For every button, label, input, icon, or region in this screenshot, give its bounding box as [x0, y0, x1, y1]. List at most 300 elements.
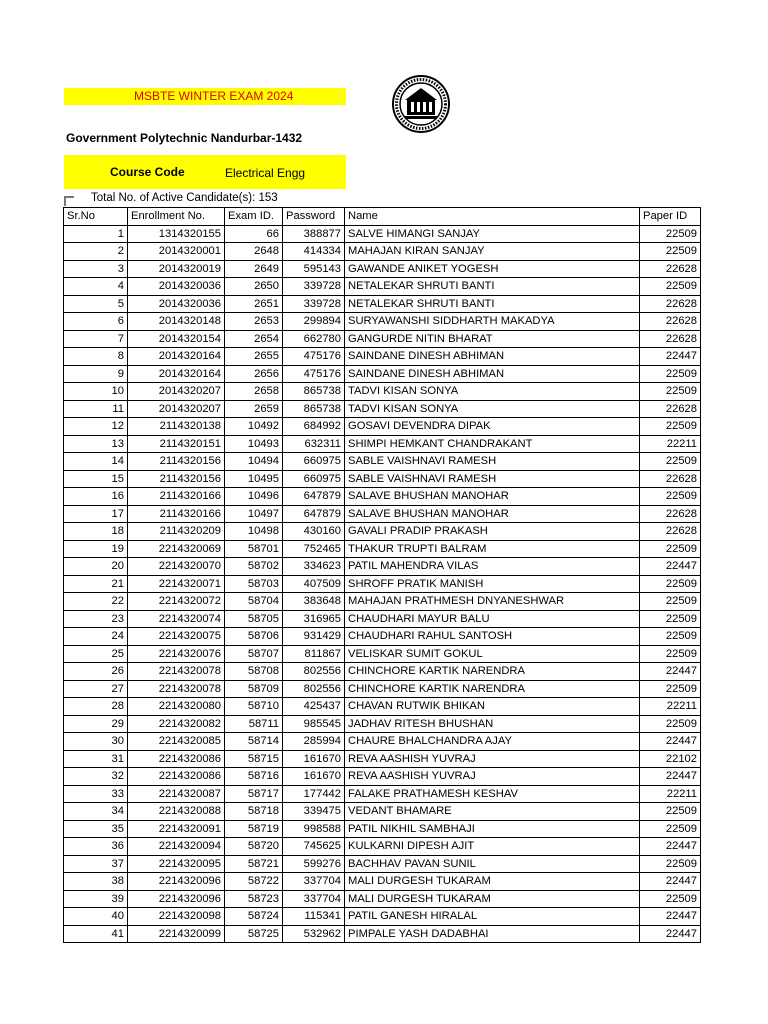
table-row [64, 803, 701, 821]
exam-id-cell: 58714 [225, 733, 283, 751]
exam-id-cell: 10495 [225, 470, 283, 488]
password-cell: 632311 [283, 435, 345, 453]
exam-title-banner [64, 88, 346, 105]
password-cell: 532962 [283, 925, 345, 943]
paper-id-cell: 22628 [640, 505, 701, 523]
paper-id-cell: 22509 [640, 365, 701, 383]
password-cell: 414334 [283, 243, 345, 261]
name-cell: VELISKAR SUMIT GOKUL [345, 645, 640, 663]
paper-id-cell: 22447 [640, 348, 701, 366]
course-box [64, 155, 346, 189]
password-cell: 802556 [283, 680, 345, 698]
name-cell: GOSAVI DEVENDRA DIPAK [345, 418, 640, 436]
table-row [64, 505, 701, 523]
sr-no-cell: 23 [64, 610, 128, 628]
name-cell: MALI DURGESH TUKARAM [345, 890, 640, 908]
enrollment-no-cell: 2214320074 [128, 610, 225, 628]
header-password: Password [283, 208, 345, 226]
paper-id-cell: 22447 [640, 873, 701, 891]
name-cell: SAINDANE DINESH ABHIMAN [345, 348, 640, 366]
table-row [64, 540, 701, 558]
sr-no-cell: 2 [64, 243, 128, 261]
enrollment-no-cell: 2014320148 [128, 313, 225, 331]
paper-id-cell: 22211 [640, 435, 701, 453]
table-row [64, 488, 701, 506]
exam-id-cell: 2650 [225, 278, 283, 296]
password-cell: 161670 [283, 750, 345, 768]
exam-id-cell: 58716 [225, 768, 283, 786]
sr-no-cell: 22 [64, 593, 128, 611]
enrollment-no-cell: 2214320080 [128, 698, 225, 716]
paper-id-cell: 22509 [640, 453, 701, 471]
password-cell: 684992 [283, 418, 345, 436]
table-row [64, 593, 701, 611]
table-row [64, 715, 701, 733]
name-cell: MAHAJAN KIRAN SANJAY [345, 243, 640, 261]
candidate-table [63, 207, 701, 943]
table-row [64, 680, 701, 698]
enrollment-no-cell: 2214320086 [128, 750, 225, 768]
enrollment-no-cell: 2114320151 [128, 435, 225, 453]
sr-no-cell: 8 [64, 348, 128, 366]
sr-no-cell: 28 [64, 698, 128, 716]
table-row [64, 610, 701, 628]
name-cell: SABLE VAISHNAVI RAMESH [345, 470, 640, 488]
table-row [64, 750, 701, 768]
name-cell: SALAVE BHUSHAN MANOHAR [345, 488, 640, 506]
name-cell: TADVI KISAN SONYA [345, 383, 640, 401]
exam-id-cell: 58717 [225, 785, 283, 803]
paper-id-cell: 22509 [640, 610, 701, 628]
exam-id-cell: 58721 [225, 855, 283, 873]
paper-id-cell: 22509 [640, 278, 701, 296]
sr-no-cell: 4 [64, 278, 128, 296]
sr-no-cell: 25 [64, 645, 128, 663]
name-cell: SURYAWANSHI SIDDHARTH MAKADYA [345, 313, 640, 331]
password-cell: 647879 [283, 488, 345, 506]
sr-no-cell: 12 [64, 418, 128, 436]
paper-id-cell: 22509 [640, 418, 701, 436]
exam-id-cell: 58725 [225, 925, 283, 943]
paper-id-cell: 22211 [640, 698, 701, 716]
name-cell: PIMPALE YASH DADABHAI [345, 925, 640, 943]
exam-id-cell: 2653 [225, 313, 283, 331]
enrollment-no-cell: 2214320095 [128, 855, 225, 873]
sr-no-cell: 1 [64, 225, 128, 243]
paper-id-cell: 22509 [640, 383, 701, 401]
sr-no-cell: 33 [64, 785, 128, 803]
sr-no-cell: 39 [64, 890, 128, 908]
enrollment-no-cell: 2214320086 [128, 768, 225, 786]
sr-no-cell: 32 [64, 768, 128, 786]
table-row [64, 925, 701, 943]
name-cell: REVA AASHISH YUVRAJ [345, 768, 640, 786]
name-cell: BACHHAV PAVAN SUNIL [345, 855, 640, 873]
sr-no-cell: 36 [64, 838, 128, 856]
paper-id-cell: 22628 [640, 523, 701, 541]
exam-id-cell: 58719 [225, 820, 283, 838]
sr-no-cell: 16 [64, 488, 128, 506]
password-cell: 595143 [283, 260, 345, 278]
paper-id-cell: 22447 [640, 663, 701, 681]
sr-no-cell: 26 [64, 663, 128, 681]
exam-id-cell: 58711 [225, 715, 283, 733]
table-row [64, 400, 701, 418]
table-row [64, 225, 701, 243]
enrollment-no-cell: 2214320098 [128, 908, 225, 926]
enrollment-no-cell: 2214320085 [128, 733, 225, 751]
table-row [64, 260, 701, 278]
exam-id-cell: 58709 [225, 680, 283, 698]
sr-no-cell: 18 [64, 523, 128, 541]
paper-id-cell: 22447 [640, 838, 701, 856]
sr-no-cell: 38 [64, 873, 128, 891]
paper-id-cell: 22509 [640, 593, 701, 611]
name-cell: MAHAJAN PRATHMESH DNYANESHWAR [345, 593, 640, 611]
enrollment-no-cell: 2214320088 [128, 803, 225, 821]
table-row [64, 243, 701, 261]
paper-id-cell: 22447 [640, 558, 701, 576]
exam-id-cell: 58708 [225, 663, 283, 681]
enrollment-no-cell: 2114320166 [128, 488, 225, 506]
sr-no-cell: 13 [64, 435, 128, 453]
header-name: Name [345, 208, 640, 226]
header-exam-id: Exam ID. [225, 208, 283, 226]
enrollment-no-cell: 2014320207 [128, 400, 225, 418]
name-cell: SALVE HIMANGI SANJAY [345, 225, 640, 243]
paper-id-cell: 22509 [640, 488, 701, 506]
enrollment-no-cell: 2014320164 [128, 348, 225, 366]
sr-no-cell: 34 [64, 803, 128, 821]
name-cell: SAINDANE DINESH ABHIMAN [345, 365, 640, 383]
paper-id-cell: 22628 [640, 330, 701, 348]
exam-id-cell: 2649 [225, 260, 283, 278]
enrollment-no-cell: 2014320207 [128, 383, 225, 401]
enrollment-no-cell: 1314320155 [128, 225, 225, 243]
sr-no-cell: 24 [64, 628, 128, 646]
password-cell: 115341 [283, 908, 345, 926]
sr-no-cell: 17 [64, 505, 128, 523]
exam-id-cell: 10494 [225, 453, 283, 471]
sr-no-cell: 41 [64, 925, 128, 943]
name-cell: NETALEKAR SHRUTI BANTI [345, 278, 640, 296]
password-cell: 662780 [283, 330, 345, 348]
password-cell: 388877 [283, 225, 345, 243]
enrollment-no-cell: 2214320087 [128, 785, 225, 803]
table-row [64, 663, 701, 681]
name-cell: CHAUDHARI RAHUL SANTOSH [345, 628, 640, 646]
password-cell: 339475 [283, 803, 345, 821]
checkbox-icon[interactable] [64, 196, 74, 206]
table-row [64, 330, 701, 348]
table-row [64, 523, 701, 541]
table-row [64, 453, 701, 471]
table-row [64, 645, 701, 663]
enrollment-no-cell: 2214320072 [128, 593, 225, 611]
table-row [64, 435, 701, 453]
name-cell: FALAKE PRATHAMESH KESHAV [345, 785, 640, 803]
exam-id-cell: 58710 [225, 698, 283, 716]
password-cell: 339728 [283, 278, 345, 296]
exam-id-cell: 58705 [225, 610, 283, 628]
name-cell: CHAUDHARI MAYUR BALU [345, 610, 640, 628]
table-row [64, 768, 701, 786]
paper-id-cell: 22509 [640, 820, 701, 838]
password-cell: 339728 [283, 295, 345, 313]
active-candidates-count: Total No. of Active Candidate(s): 153 [91, 192, 278, 204]
password-cell: 161670 [283, 768, 345, 786]
header-enrollment-no: Enrollment No. [128, 208, 225, 226]
exam-id-cell: 2656 [225, 365, 283, 383]
name-cell: MALI DURGESH TUKARAM [345, 873, 640, 891]
sr-no-cell: 3 [64, 260, 128, 278]
paper-id-cell: 22102 [640, 750, 701, 768]
table-row [64, 838, 701, 856]
table-row [64, 785, 701, 803]
sr-no-cell: 21 [64, 575, 128, 593]
password-cell: 299894 [283, 313, 345, 331]
exam-id-cell: 58702 [225, 558, 283, 576]
password-cell: 745625 [283, 838, 345, 856]
password-cell: 407509 [283, 575, 345, 593]
paper-id-cell: 22628 [640, 295, 701, 313]
password-cell: 337704 [283, 890, 345, 908]
sr-no-cell: 15 [64, 470, 128, 488]
table-header-row [64, 208, 701, 226]
enrollment-no-cell: 2214320069 [128, 540, 225, 558]
table-row [64, 575, 701, 593]
password-cell: 931429 [283, 628, 345, 646]
enrollment-no-cell: 2014320001 [128, 243, 225, 261]
msbte-logo-icon [389, 74, 453, 134]
enrollment-no-cell: 2014320154 [128, 330, 225, 348]
name-cell: PATIL GANESH HIRALAL [345, 908, 640, 926]
paper-id-cell: 22447 [640, 925, 701, 943]
name-cell: CHAVAN RUTWIK BHIKAN [345, 698, 640, 716]
paper-id-cell: 22509 [640, 540, 701, 558]
sr-no-cell: 11 [64, 400, 128, 418]
password-cell: 802556 [283, 663, 345, 681]
table-row [64, 890, 701, 908]
table-row [64, 348, 701, 366]
name-cell: SABLE VAISHNAVI RAMESH [345, 453, 640, 471]
exam-id-cell: 58720 [225, 838, 283, 856]
enrollment-no-cell: 2114320209 [128, 523, 225, 541]
table-row [64, 365, 701, 383]
name-cell: PATIL MAHENDRA VILAS [345, 558, 640, 576]
table-row [64, 313, 701, 331]
enrollment-no-cell: 2214320075 [128, 628, 225, 646]
name-cell: CHINCHORE KARTIK NARENDRA [345, 663, 640, 681]
exam-id-cell: 58707 [225, 645, 283, 663]
name-cell: PATIL NIKHIL SAMBHAJI [345, 820, 640, 838]
name-cell: GAWANDE ANIKET YOGESH [345, 260, 640, 278]
sr-no-cell: 5 [64, 295, 128, 313]
sr-no-cell: 35 [64, 820, 128, 838]
password-cell: 475176 [283, 365, 345, 383]
sr-no-cell: 9 [64, 365, 128, 383]
enrollment-no-cell: 2014320036 [128, 278, 225, 296]
table-row [64, 873, 701, 891]
name-cell: SHIMPI HEMKANT CHANDRAKANT [345, 435, 640, 453]
enrollment-no-cell: 2114320156 [128, 470, 225, 488]
paper-id-cell: 22211 [640, 785, 701, 803]
password-cell: 334623 [283, 558, 345, 576]
sr-no-cell: 6 [64, 313, 128, 331]
exam-id-cell: 58724 [225, 908, 283, 926]
header-sr-no: Sr.No [64, 208, 128, 226]
sr-no-cell: 10 [64, 383, 128, 401]
name-cell: THAKUR TRUPTI BALRAM [345, 540, 640, 558]
password-cell: 647879 [283, 505, 345, 523]
paper-id-cell: 22628 [640, 400, 701, 418]
name-cell: JADHAV RITESH BHUSHAN [345, 715, 640, 733]
paper-id-cell: 22509 [640, 803, 701, 821]
paper-id-cell: 22447 [640, 733, 701, 751]
password-cell: 660975 [283, 453, 345, 471]
exam-id-cell: 10492 [225, 418, 283, 436]
exam-id-cell: 10496 [225, 488, 283, 506]
paper-id-cell: 22509 [640, 890, 701, 908]
exam-id-cell: 58715 [225, 750, 283, 768]
name-cell: GANGURDE NITIN BHARAT [345, 330, 640, 348]
password-cell: 383648 [283, 593, 345, 611]
enrollment-no-cell: 2014320164 [128, 365, 225, 383]
header-paper-id: Paper ID [640, 208, 701, 226]
table-row [64, 628, 701, 646]
enrollment-no-cell: 2014320019 [128, 260, 225, 278]
enrollment-no-cell: 2114320156 [128, 453, 225, 471]
enrollment-no-cell: 2214320076 [128, 645, 225, 663]
enrollment-no-cell: 2014320036 [128, 295, 225, 313]
name-cell: TADVI KISAN SONYA [345, 400, 640, 418]
password-cell: 285994 [283, 733, 345, 751]
paper-id-cell: 22509 [640, 715, 701, 733]
course-code-label: Course Code [110, 165, 185, 179]
enrollment-no-cell: 2214320091 [128, 820, 225, 838]
exam-id-cell: 58703 [225, 575, 283, 593]
sr-no-cell: 37 [64, 855, 128, 873]
paper-id-cell: 22628 [640, 313, 701, 331]
sr-no-cell: 40 [64, 908, 128, 926]
enrollment-no-cell: 2114320138 [128, 418, 225, 436]
paper-id-cell: 22447 [640, 768, 701, 786]
exam-id-cell: 58701 [225, 540, 283, 558]
exam-id-cell: 2658 [225, 383, 283, 401]
enrollment-no-cell: 2214320096 [128, 873, 225, 891]
table-row [64, 383, 701, 401]
password-cell: 430160 [283, 523, 345, 541]
password-cell: 811867 [283, 645, 345, 663]
password-cell: 316965 [283, 610, 345, 628]
sr-no-cell: 29 [64, 715, 128, 733]
exam-id-cell: 58723 [225, 890, 283, 908]
exam-id-cell: 58722 [225, 873, 283, 891]
enrollment-no-cell: 2214320099 [128, 925, 225, 943]
sr-no-cell: 20 [64, 558, 128, 576]
password-cell: 425437 [283, 698, 345, 716]
name-cell: CHAURE BHALCHANDRA AJAY [345, 733, 640, 751]
paper-id-cell: 22509 [640, 628, 701, 646]
paper-id-cell: 22509 [640, 645, 701, 663]
exam-id-cell: 58706 [225, 628, 283, 646]
table-row [64, 558, 701, 576]
exam-id-cell: 2654 [225, 330, 283, 348]
paper-id-cell: 22509 [640, 680, 701, 698]
table-row [64, 278, 701, 296]
name-cell: SALAVE BHUSHAN MANOHAR [345, 505, 640, 523]
name-cell: REVA AASHISH YUVRAJ [345, 750, 640, 768]
enrollment-no-cell: 2214320071 [128, 575, 225, 593]
paper-id-cell: 22509 [640, 855, 701, 873]
password-cell: 177442 [283, 785, 345, 803]
exam-id-cell: 66 [225, 225, 283, 243]
sr-no-cell: 31 [64, 750, 128, 768]
exam-id-cell: 2659 [225, 400, 283, 418]
table-row [64, 820, 701, 838]
sr-no-cell: 19 [64, 540, 128, 558]
table-row [64, 295, 701, 313]
exam-title: MSBTE WINTER EXAM 2024 [134, 89, 294, 103]
exam-id-cell: 2655 [225, 348, 283, 366]
institute-name: Government Polytechnic Nandurbar-1432 [66, 131, 303, 145]
exam-id-cell: 58704 [225, 593, 283, 611]
paper-id-cell: 22509 [640, 243, 701, 261]
password-cell: 865738 [283, 400, 345, 418]
table-row [64, 418, 701, 436]
course-code-value: Electrical Engg [225, 166, 306, 180]
table-row [64, 470, 701, 488]
password-cell: 475176 [283, 348, 345, 366]
table-row [64, 698, 701, 716]
sr-no-cell: 14 [64, 453, 128, 471]
paper-id-cell: 22628 [640, 260, 701, 278]
name-cell: NETALEKAR SHRUTI BANTI [345, 295, 640, 313]
password-cell: 998588 [283, 820, 345, 838]
enrollment-no-cell: 2214320082 [128, 715, 225, 733]
name-cell: KULKARNI DIPESH AJIT [345, 838, 640, 856]
enrollment-no-cell: 2114320166 [128, 505, 225, 523]
password-cell: 752465 [283, 540, 345, 558]
table-row [64, 908, 701, 926]
exam-id-cell: 10498 [225, 523, 283, 541]
name-cell: GAVALI PRADIP PRAKASH [345, 523, 640, 541]
enrollment-no-cell: 2214320096 [128, 890, 225, 908]
password-cell: 337704 [283, 873, 345, 891]
password-cell: 599276 [283, 855, 345, 873]
table-row [64, 733, 701, 751]
password-cell: 660975 [283, 470, 345, 488]
sr-no-cell: 30 [64, 733, 128, 751]
table-row [64, 855, 701, 873]
exam-id-cell: 2648 [225, 243, 283, 261]
enrollment-no-cell: 2214320078 [128, 663, 225, 681]
paper-id-cell: 22509 [640, 225, 701, 243]
name-cell: SHROFF PRATIK MANISH [345, 575, 640, 593]
enrollment-no-cell: 2214320070 [128, 558, 225, 576]
password-cell: 985545 [283, 715, 345, 733]
name-cell: VEDANT BHAMARE [345, 803, 640, 821]
password-cell: 865738 [283, 383, 345, 401]
name-cell: CHINCHORE KARTIK NARENDRA [345, 680, 640, 698]
exam-id-cell: 58718 [225, 803, 283, 821]
exam-id-cell: 2651 [225, 295, 283, 313]
exam-id-cell: 10493 [225, 435, 283, 453]
enrollment-no-cell: 2214320094 [128, 838, 225, 856]
exam-id-cell: 10497 [225, 505, 283, 523]
paper-id-cell: 22509 [640, 575, 701, 593]
sr-no-cell: 27 [64, 680, 128, 698]
